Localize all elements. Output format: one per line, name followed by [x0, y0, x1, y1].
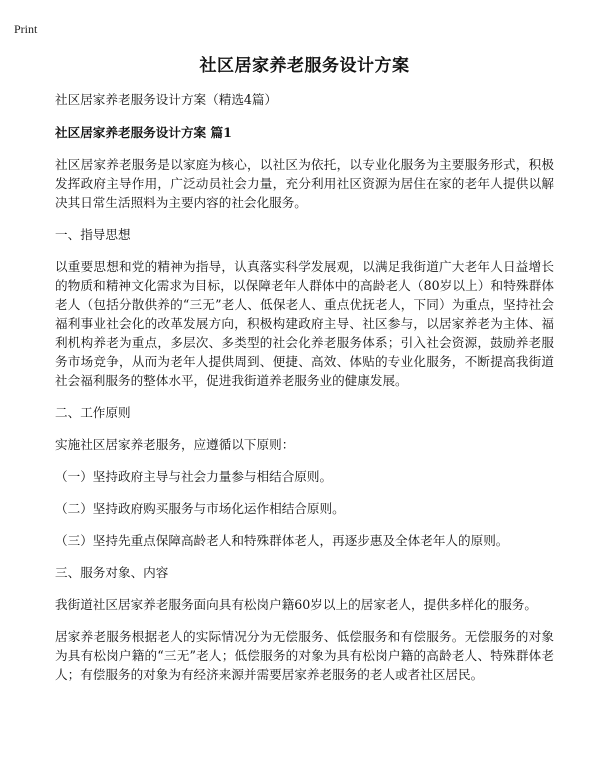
work-principles-intro: 实施社区居家养老服务，应遵循以下原则：	[55, 437, 295, 452]
section-title: 社区居家养老服务设计方案 篇1	[55, 125, 232, 140]
heading-guiding-ideology: 一、指导思想	[55, 227, 131, 242]
print-link[interactable]: Print	[14, 22, 38, 36]
heading-service-targets: 三、服务对象、内容	[55, 565, 169, 580]
principle-item-1: （一）坚持政府主导与社会力量参与相结合原则。	[55, 469, 333, 484]
principle-item-3: （三）坚持先重点保障高龄老人和特殊群体老人，再逐步惠及全体老年人的原则。	[55, 533, 509, 548]
guiding-ideology-paragraph: 以重要思想和党的精神为指导，认真落实科学发展观，以满足我街道广大老年人日益增长的物质和精神文化需求为目标，以保障老年人群体中的高龄老人（80岁以上）和特殊群体老人（包括分散供养的“三无”老人、低保老人、重点优抚老人，下同）为重点，坚持社会福利事业社会化的改革发展方向，积极构建政府主导、社区参与，以居家养老为主体、福利机构养老为重点，多层次、多类型的社会化养老服务体系；引入社会资源，鼓励养老服务市场竞争，从而为老年人提供周到、便捷、高效、体贴的专业化服务，不断提高我街道社会福利服务的整体水平，促进我街道养老服务业的健康发展。	[55, 259, 554, 388]
heading-work-principles: 二、工作原则	[55, 405, 131, 420]
intro-paragraph: 社区居家养老服务是以家庭为核心，以社区为依托，以专业化服务为主要服务形式，积极发挥政府主导作用，广泛动员社会力量，充分利用社区资源为居住在家的老年人提供以解决其日常生活照料为主要内容的社会化服务。	[55, 157, 554, 210]
principle-item-2: （二）坚持政府购买服务与市场化运作相结合原则。	[55, 501, 345, 516]
document-title: 社区居家养老服务设计方案	[199, 56, 410, 76]
service-targets-paragraph: 我街道社区居家养老服务面向具有松岗户籍60岁以上的居家老人，提供多样化的服务。	[55, 597, 537, 612]
document-subtitle: 社区居家养老服务设计方案（精选4篇）	[55, 92, 278, 107]
service-types-paragraph: 居家养老服务根据老人的实际情况分为无偿服务、低偿服务和有偿服务。无偿服务的对象为具有松岗户籍的“三无”老人；低偿服务的对象为具有松岗户籍的高龄老人、特殊群体老人；有偿服务的对象为有经济来源并需要居家养老服务的老人或者社区居民。	[55, 629, 554, 682]
